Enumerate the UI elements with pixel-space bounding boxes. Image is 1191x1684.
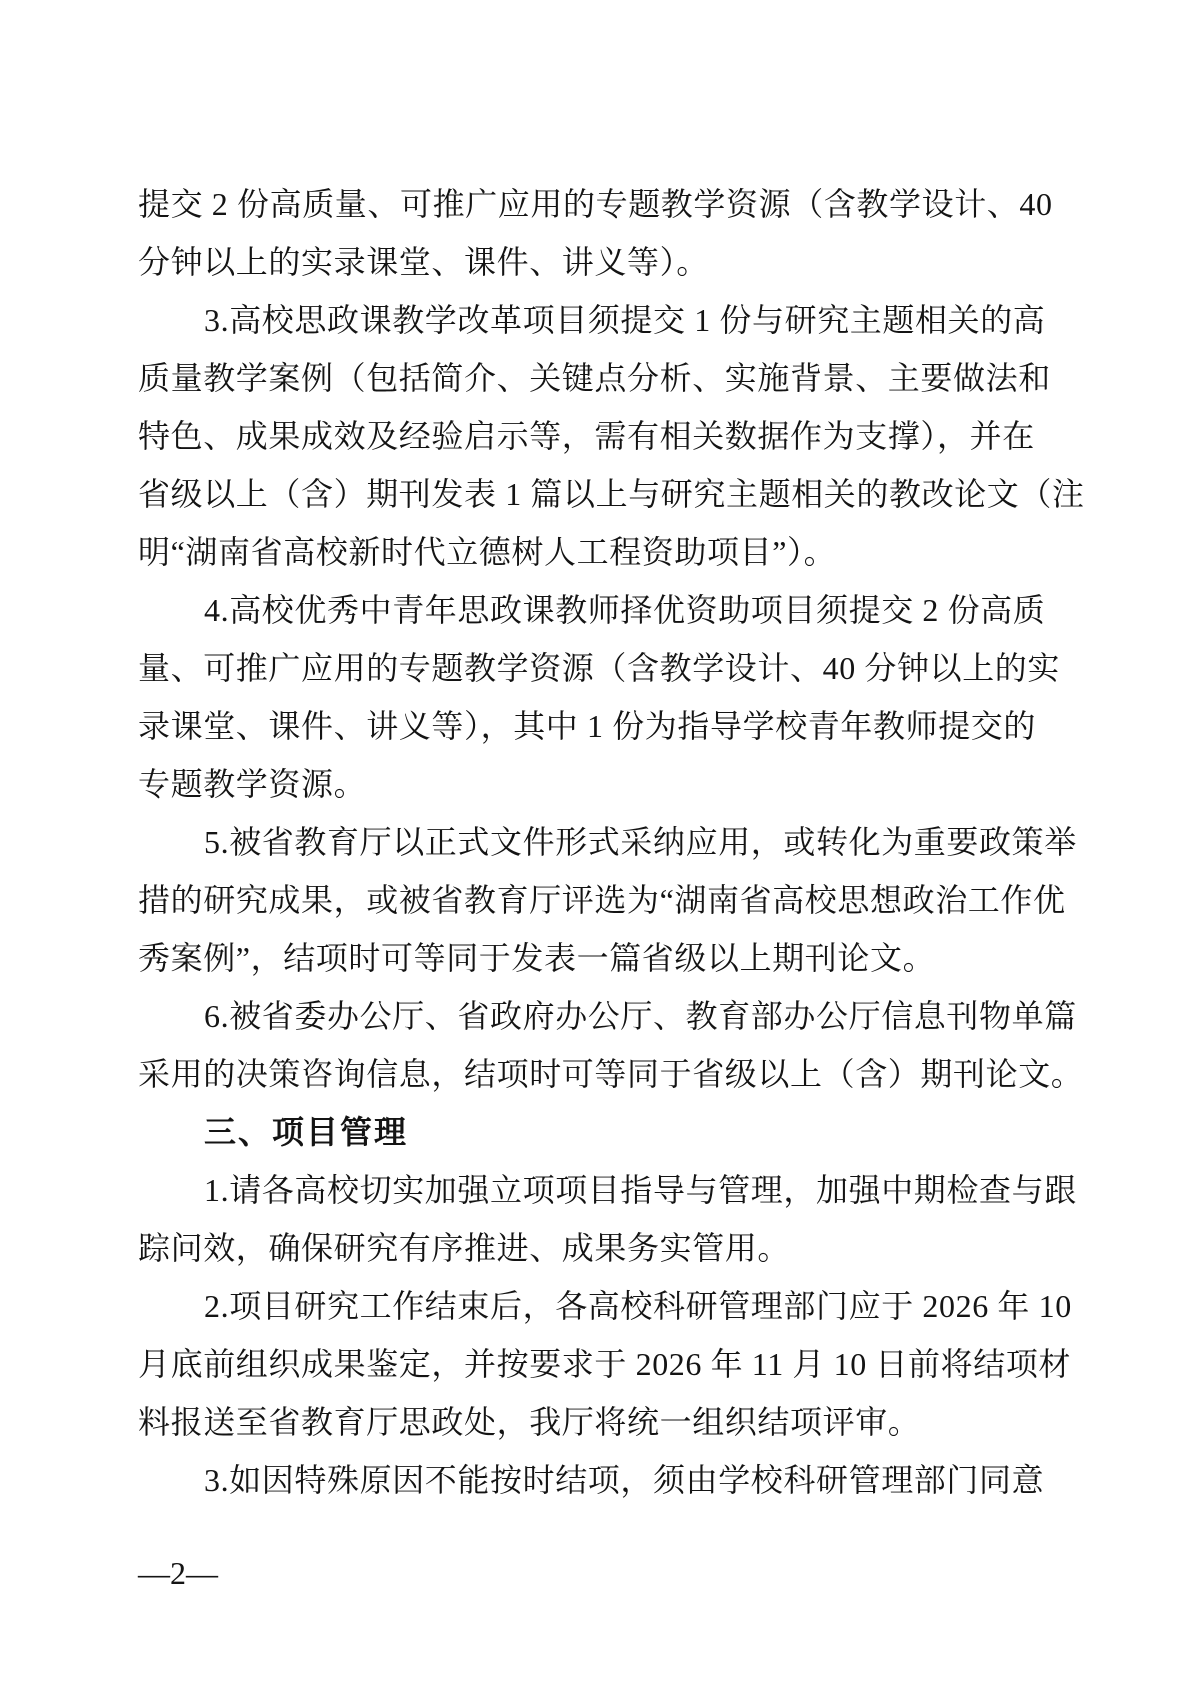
page-number: —2— bbox=[138, 1555, 218, 1591]
document-body bbox=[138, 175, 1085, 1509]
text-line: 6.被省委办公厅、省政府办公厅、教育部办公厅信息刊物单篇 bbox=[204, 998, 1077, 1034]
text-line: 措的研究成果，或被省教育厅评选为“湖南省高校思想政治工作优 bbox=[138, 882, 1066, 918]
text-line: 采用的决策咨询信息，结项时可等同于省级以上（含）期刊论文。 bbox=[138, 1056, 1084, 1092]
text-line: 质量教学案例（包括简介、关键点分析、实施背景、主要做法和 bbox=[138, 360, 1051, 396]
text-line: 踪问效，确保研究有序推进、成果务实管用。 bbox=[138, 1230, 791, 1266]
text-line: 分钟以上的实录课堂、课件、讲义等）。 bbox=[138, 244, 709, 280]
text-line: 月底前组织成果鉴定，并按要求于 2026 年 11 月 10 日前将结项材 bbox=[138, 1346, 1072, 1382]
text-line: 提交 2 份高质量、可推广应用的专题教学资源（含教学设计、40 bbox=[138, 186, 1053, 222]
text-line: 5.被省教育厅以正式文件形式采纳应用，或转化为重要政策举 bbox=[204, 824, 1077, 860]
text-line: 省级以上（含）期刊发表 1 篇以上与研究主题相关的教改论文（注 bbox=[138, 476, 1085, 512]
section-heading: 三、项目管理 bbox=[204, 1114, 409, 1150]
text-line: 秀案例”，结项时可等同于发表一篇省级以上期刊论文。 bbox=[138, 940, 936, 976]
text-line: 量、可推广应用的专题教学资源（含教学设计、40 分钟以上的实 bbox=[138, 650, 1061, 686]
text-line: 明“湖南省高校新时代立德树人工程资助项目”）。 bbox=[138, 534, 837, 570]
text-line: 料报送至省教育厅思政处，我厅将统一组织结项评审。 bbox=[138, 1404, 921, 1440]
text-line: 2.项目研究工作结束后，各高校科研管理部门应于 2026 年 10 bbox=[204, 1288, 1072, 1324]
text-line: 特色、成果成效及经验启示等，需有相关数据作为支撑），并在 bbox=[138, 418, 1035, 454]
text-line: 3.如因特殊原因不能按时结项，须由学校科研管理部门同意 bbox=[204, 1462, 1045, 1498]
text-line: 3.高校思政课教学改革项目须提交 1 份与研究主题相关的高 bbox=[204, 302, 1046, 338]
text-line: 1.请各高校切实加强立项项目指导与管理，加强中期检查与跟 bbox=[204, 1172, 1077, 1208]
text-line: 4.高校优秀中青年思政课教师择优资助项目须提交 2 份高质 bbox=[204, 592, 1046, 628]
text-line: 录课堂、课件、讲义等），其中 1 份为指导学校青年教师提交的 bbox=[138, 708, 1037, 744]
text-line: 专题教学资源。 bbox=[138, 766, 367, 802]
